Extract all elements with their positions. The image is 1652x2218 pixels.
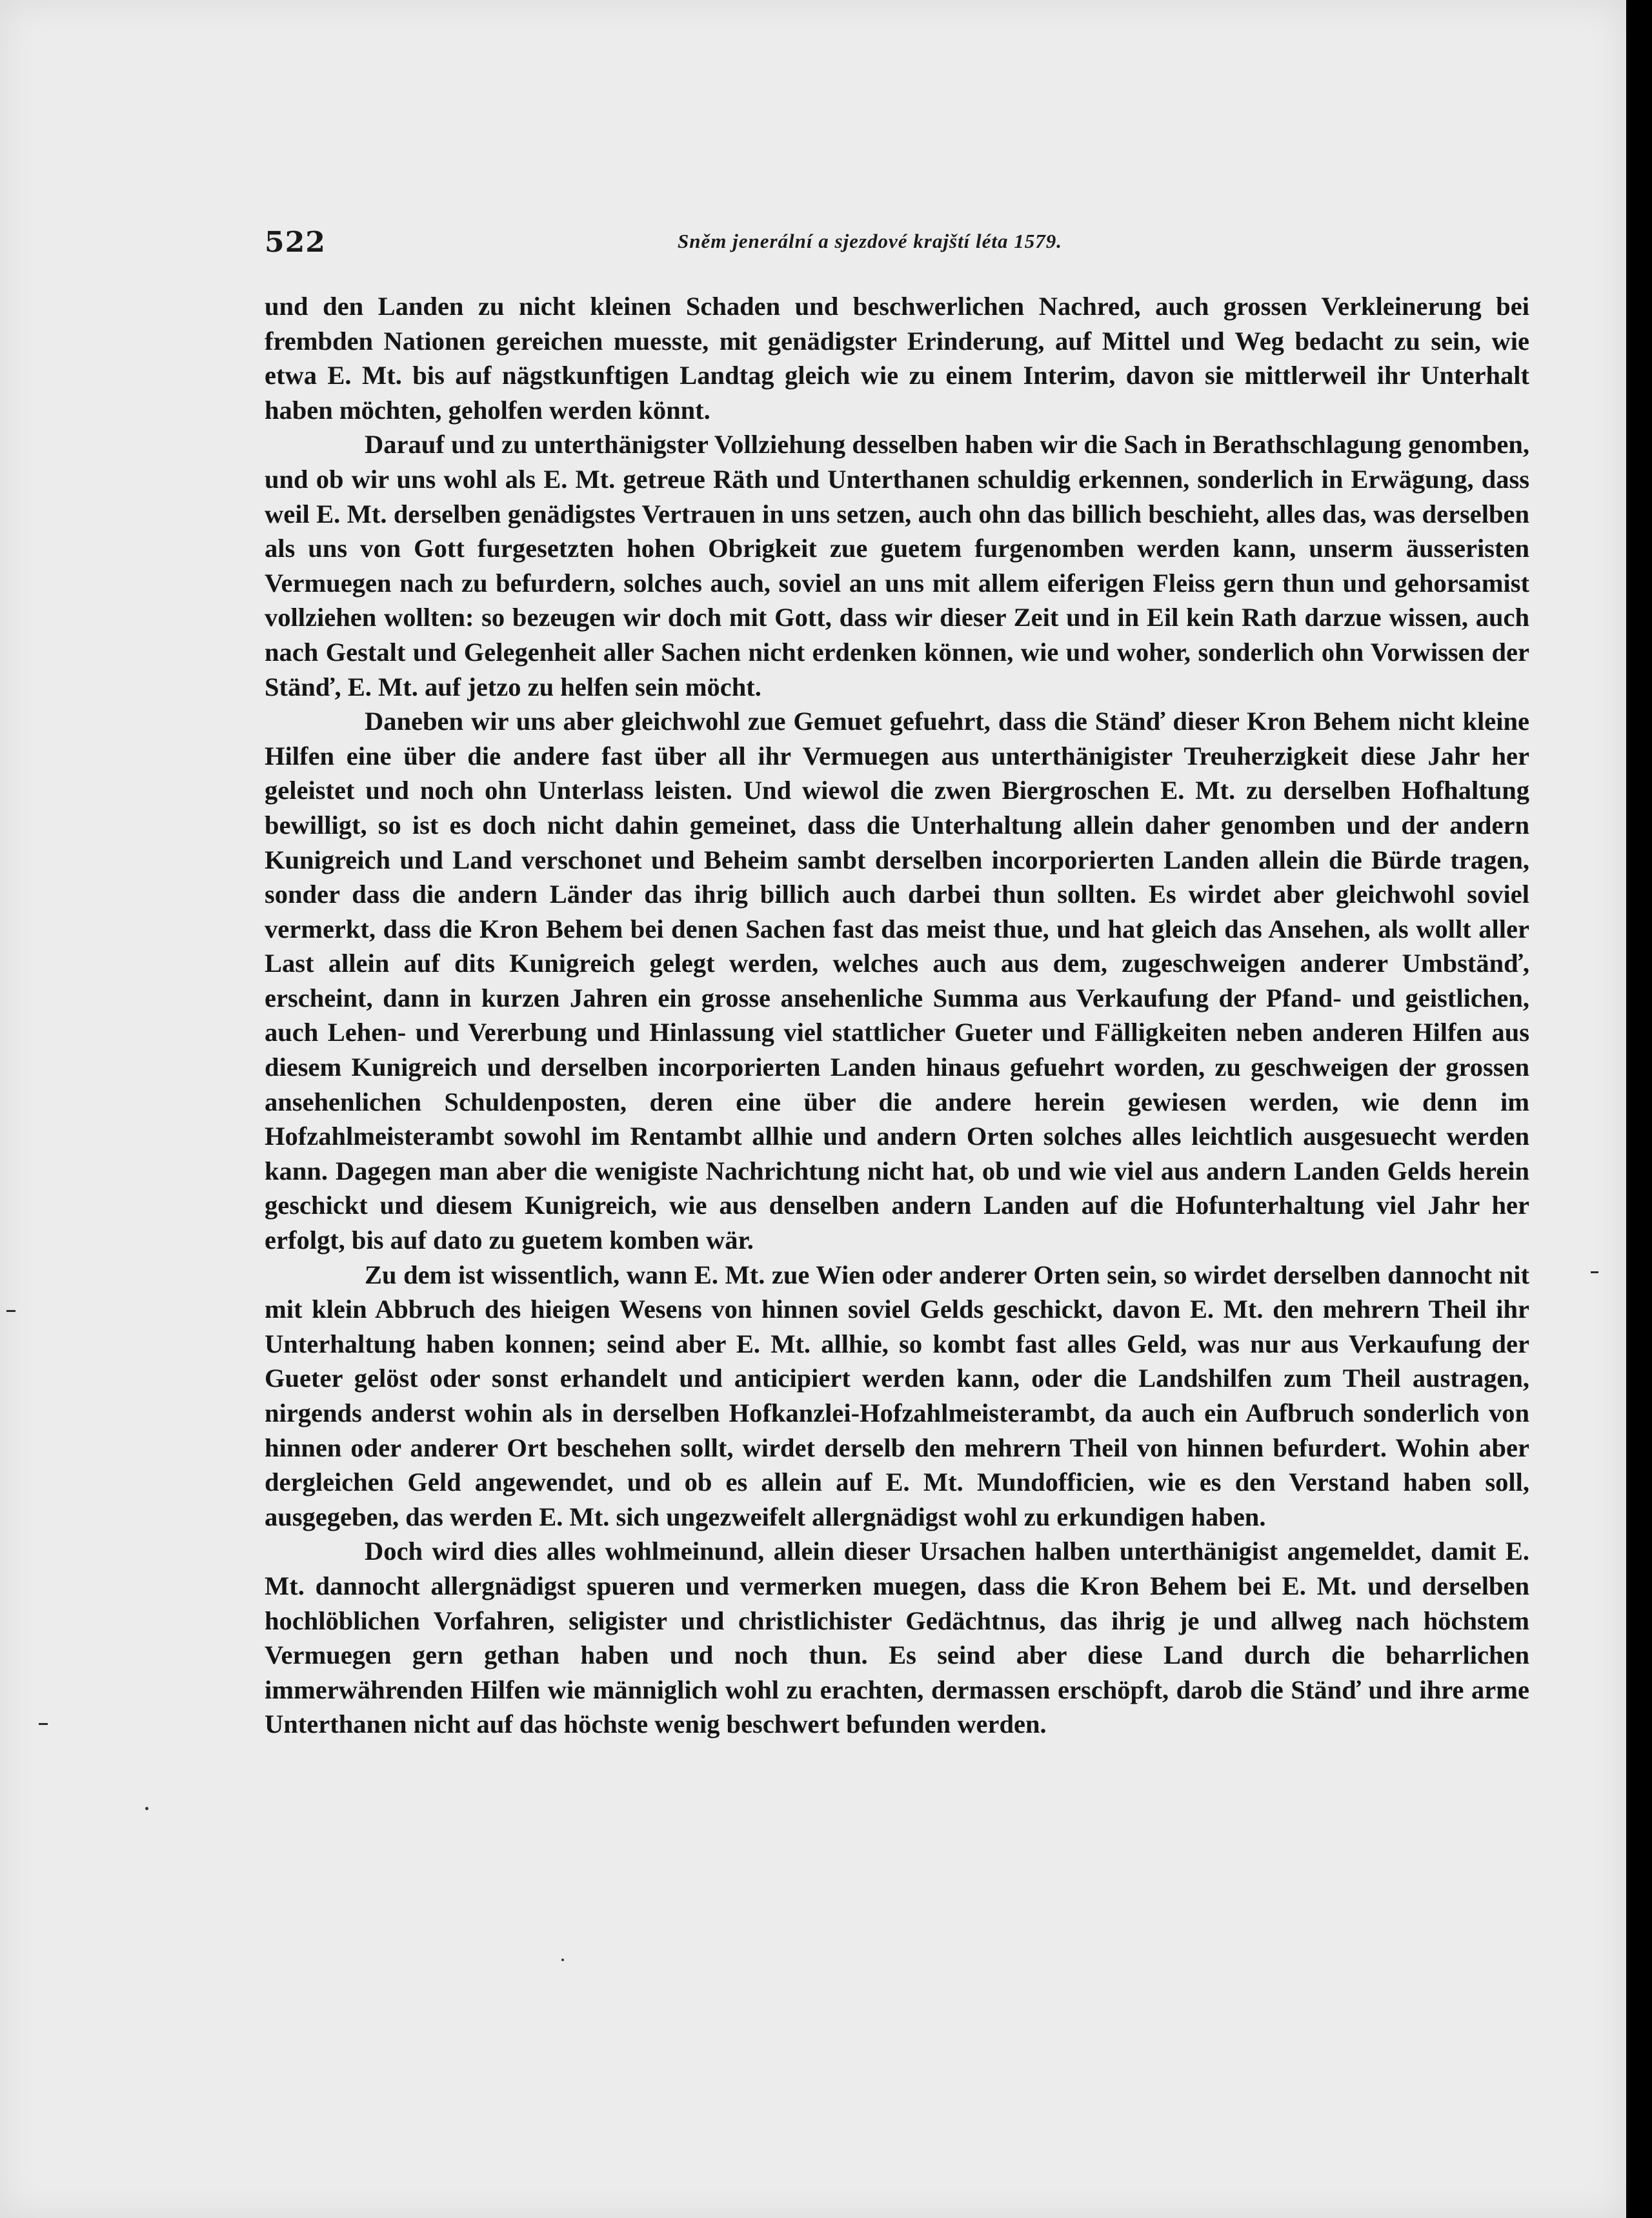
page-number: 522 xyxy=(265,226,326,259)
running-head: Sněm jenerální a sjezdové krajští léta 1579. xyxy=(678,230,1062,252)
paragraph-4: Zu dem ist wissentlich, wann E. Mt. zue Wien oder anderer Orten sein, so wirdet derselben dannocht nit mit klein Abbruch des hieigen Wesens von hinnen soviel Gelds geschickt, davon E. Mt. den mehrern Theil ihr Unterhaltung haben konnen; seind aber E. Mt. allhie, so kombt fast alles Geld, was nur aus Verkaufung der Gueter gelöst oder sonst erhandelt und anticipiert werden kann, oder die Landshilfen zum Theil austragen, nirgends anderst wohin als in derselben Hofkanzlei-Hofzahlmeisterambt, da auch ein Aufbruch sonderlich von hinnen oder anderer Ort beschehen sollt, wirdet derselb den mehrern Theil von hinnen befurdert. Wohin aber dergleichen Geld angewendet, und ob es allein auf E. Mt. Mundofficien, wie es den Verstand haben soll, ausgegeben, das werden E. Mt. sich ungezweifelt allergnädigst wohl zu erkundigen haben. xyxy=(265,1260,1529,1531)
scan-speck xyxy=(145,1807,148,1810)
scan-edge-mark xyxy=(1591,1271,1598,1273)
scan-edge-mark xyxy=(6,1310,15,1312)
body-text xyxy=(265,289,1529,1742)
scan-edge-mark xyxy=(39,1723,48,1725)
paragraph-2: Darauf und zu unterthänigster Vollziehung desselben haben wir die Sach in Berathschlagung genomben, und ob wir uns wohl als E. Mt. getreue Räth und Unterthanen schuldig erkennen, sonderlich in Erwägung, dass weil E. Mt. derselben genädigstes Vertrauen in uns setzen, auch ohn das billich beschieht, alles das, was derselben als uns von Gott furgesetzten hohen Obrigkeit zue guetem furgenomben werden kann, unserm äusseristen Vermuegen nach zu befurdern, solches auch, soviel an uns mit allem eiferigen Fleiss gern thun und gehorsamist vollziehen wollten: so bezeugen wir doch mit Gott, dass wir dieser Zeit und in Eil kein Rath darzue wissen, auch nach Gestalt und Gelegenheit aller Sachen nicht erdenken können, wie und woher, sonderlich ohn Vorwissen der Stänď, E. Mt. auf jetzo zu helfen sein möcht. xyxy=(265,430,1529,701)
paragraph-1: und den Landen zu nicht kleinen Schaden und beschwerlichen Nachred, auch grossen Verkleinerung bei frembden Nationen gereichen muesste, mit genädigster Erinderung, auf Mittel und Weg bedacht zu sein, wie etwa E. Mt. bis auf nägstkunftigen Landtag gleich wie zu einem Interim, davon sie mittlerweil ihr Unterhalt haben möchten, geholfen werden könnt. xyxy=(265,292,1529,425)
page-header xyxy=(265,226,1529,265)
scan-speck xyxy=(561,1959,564,1961)
paragraph-5: Doch wird dies alles wohlmeinund, allein dieser Ursachen halben unterthänigist angemeldet, damit E. Mt. dannocht allergnädigst spueren und vermerken muegen, dass die Kron Behem bei E. Mt. und derselben hochlöblichen Vorfahren, seligister und christlichister Gedächtnus, das ihrig je und allweg nach höchstem Vermuegen gern gethan haben und noch thun. Es seind aber diese Land durch die beharrlichen immerwährenden Hilfen wie männiglich wohl zu erachten, dermassen erschöpft, darob die Stänď und ihre arme Unterthanen nicht auf das höchste wenig beschwert befunden werden. xyxy=(265,1537,1529,1739)
paragraph-3: Daneben wir uns aber gleichwohl zue Gemuet gefuehrt, dass die Stänď dieser Kron Behem nicht kleine Hilfen eine über die andere fast über all ihr Vermuegen aus unterthänigister Treuherzigkeit diese Jahr her geleistet und noch ohn Unterlass leisten. Und wiewol die zwen Biergroschen E. Mt. zu derselben Hofhaltung bewilligt, so ist es doch nicht dahin gemeinet, dass die Unterhaltung allein daher genomben und der andern Kunigreich und Land verschonet und Beheim sambt derselben incorporierten Landen allein die Bürde tragen, sonder dass die andern Länder das ihrig billich auch darbei thun sollten. Es wirdet aber gleichwohl soviel vermerkt, dass die Kron Behem bei denen Sachen fast das meist thue, und hat gleich das Ansehen, als wollt aller Last allein auf dits Kunigreich gelegt werden, welches auch aus dem, zugeschweigen anderer Umbstänď, erscheint, dann in kurzen Jahren ein grosse ansehenliche Summa aus Verkaufung der Pfand- und geistlichen, auch Lehen- und Vererbung und Hinlassung viel stattlicher Gueter und Fälligkeiten neben anderen Hilfen aus diesem Kunigreich und derselben incorporierten Landen hinaus gefuehrt worden, zu geschweigen der grossen ansehenlichen Schuldenposten, deren eine über die andere herein gewiesen werden, wie denn im Hofzahlmeisterambt sowohl im Rentambt allhie und andern Orten solches alles leichtlich ausgesuecht werden kann. Dagegen man aber die wenigiste Nachrichtung nicht hat, ob und wie viel aus andern Landen Gelds herein geschickt und diesem Kunigreich, wie aus denselben andern Landen auf die Hofunterhaltung viel Jahr her erfolgt, bis auf dato zu guetem komben wär. xyxy=(265,707,1529,1255)
